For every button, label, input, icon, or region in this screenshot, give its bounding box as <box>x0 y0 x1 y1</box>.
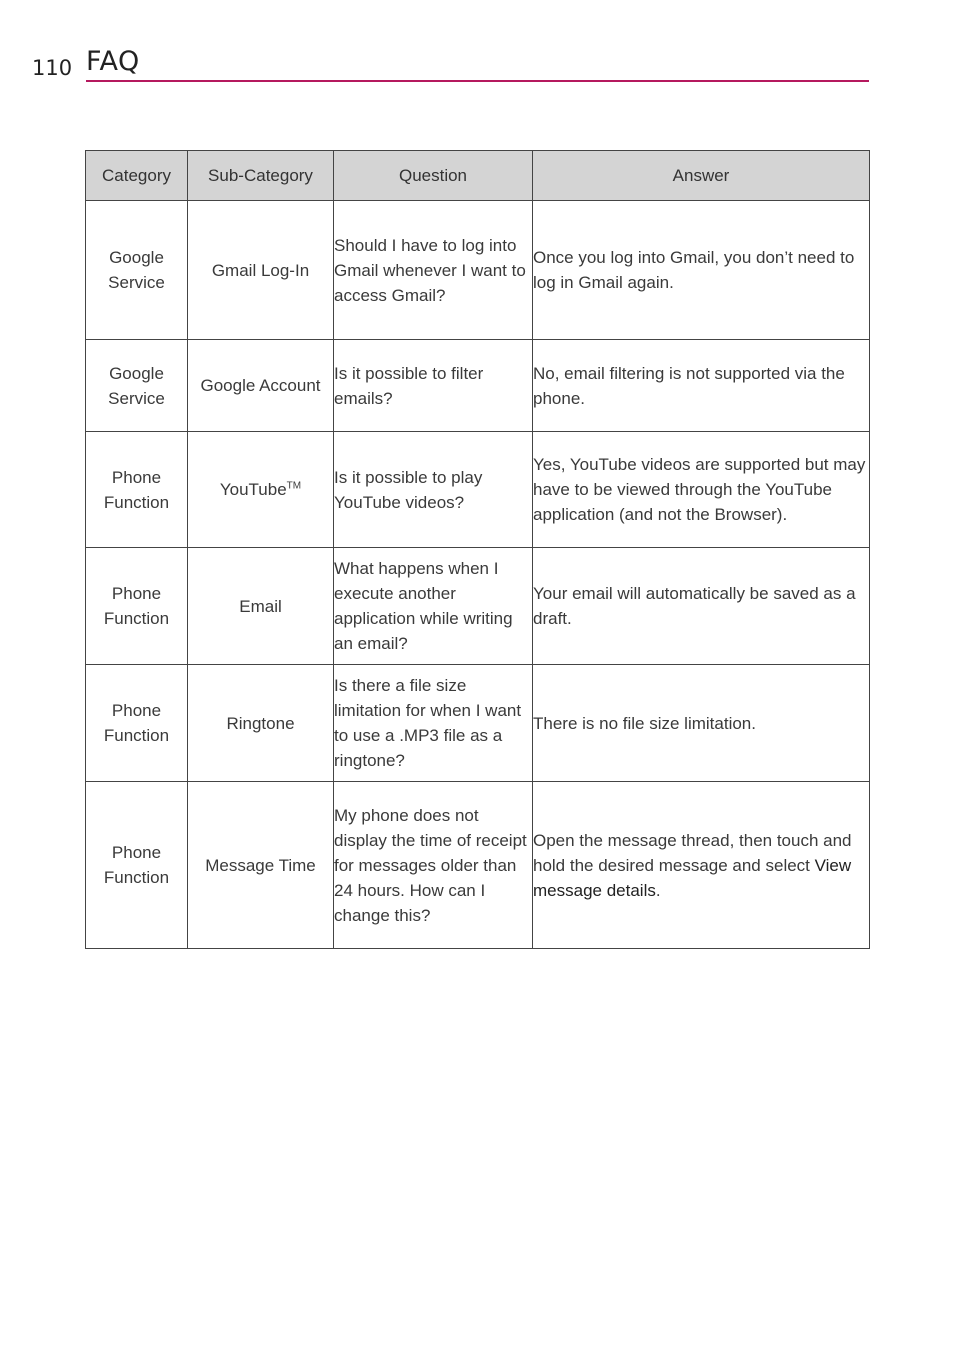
category-cell: Google Service <box>86 201 188 340</box>
trademark-mark: TM <box>286 480 302 492</box>
question-cell: What happens when I execute another application while writing an email? <box>334 548 533 665</box>
question-cell: Is there a file size limitation for when I want to use a .MP3 file as a ringtone? <box>334 665 533 782</box>
answer-cell: There is no file size limitation. <box>533 665 870 782</box>
sub-category-cell: Google Account <box>188 340 334 432</box>
table-row <box>86 782 870 949</box>
menu-term: View message details <box>533 855 852 900</box>
column-header-answer: Answer <box>533 151 870 201</box>
table-row <box>86 432 870 548</box>
table-header-row <box>86 151 870 201</box>
page-number: 110 <box>32 56 73 80</box>
faq-table <box>85 150 870 949</box>
column-header-category: Category <box>86 151 188 201</box>
sub-category-cell <box>188 432 334 548</box>
answer-cell: Once you log into Gmail, you don’t need to log in Gmail again. <box>533 201 870 340</box>
sub-category-cell: Email <box>188 548 334 665</box>
category-cell: Phone Function <box>86 782 188 949</box>
title-divider <box>86 80 869 82</box>
table-row <box>86 665 870 782</box>
category-cell: Phone Function <box>86 665 188 782</box>
answer-cell: Yes, YouTube videos are supported but may have to be viewed through the YouTube application (and not the Browser). <box>533 432 870 548</box>
question-cell: My phone does not display the time of receipt for messages older than 24 hours. How can I change this? <box>334 782 533 949</box>
question-cell: Should I have to log into Gmail whenever I want to access Gmail? <box>334 201 533 340</box>
sub-category-label: YouTube <box>219 480 287 499</box>
answer-cell: Your email will automatically be saved as a draft. <box>533 548 870 665</box>
answer-cell: No, email filtering is not supported via the phone. <box>533 340 870 432</box>
answer-punctuation: . <box>655 880 661 900</box>
page-title: FAQ <box>86 46 140 77</box>
sub-category-cell: Gmail Log-In <box>188 201 334 340</box>
answer-cell <box>533 782 870 949</box>
sub-category-cell: Message Time <box>188 782 334 949</box>
column-header-question: Question <box>334 151 533 201</box>
category-cell: Phone Function <box>86 432 188 548</box>
category-cell: Phone Function <box>86 548 188 665</box>
table-row <box>86 201 870 340</box>
column-header-sub-category: Sub-Category <box>188 151 334 201</box>
sub-category-cell: Ringtone <box>188 665 334 782</box>
question-cell: Is it possible to filter emails? <box>334 340 533 432</box>
question-cell: Is it possible to play YouTube videos? <box>334 432 533 548</box>
answer-text: Open the message thread, then touch and hold the desired message and select <box>533 830 852 875</box>
table-row <box>86 548 870 665</box>
table-row <box>86 340 870 432</box>
category-cell: Google Service <box>86 340 188 432</box>
